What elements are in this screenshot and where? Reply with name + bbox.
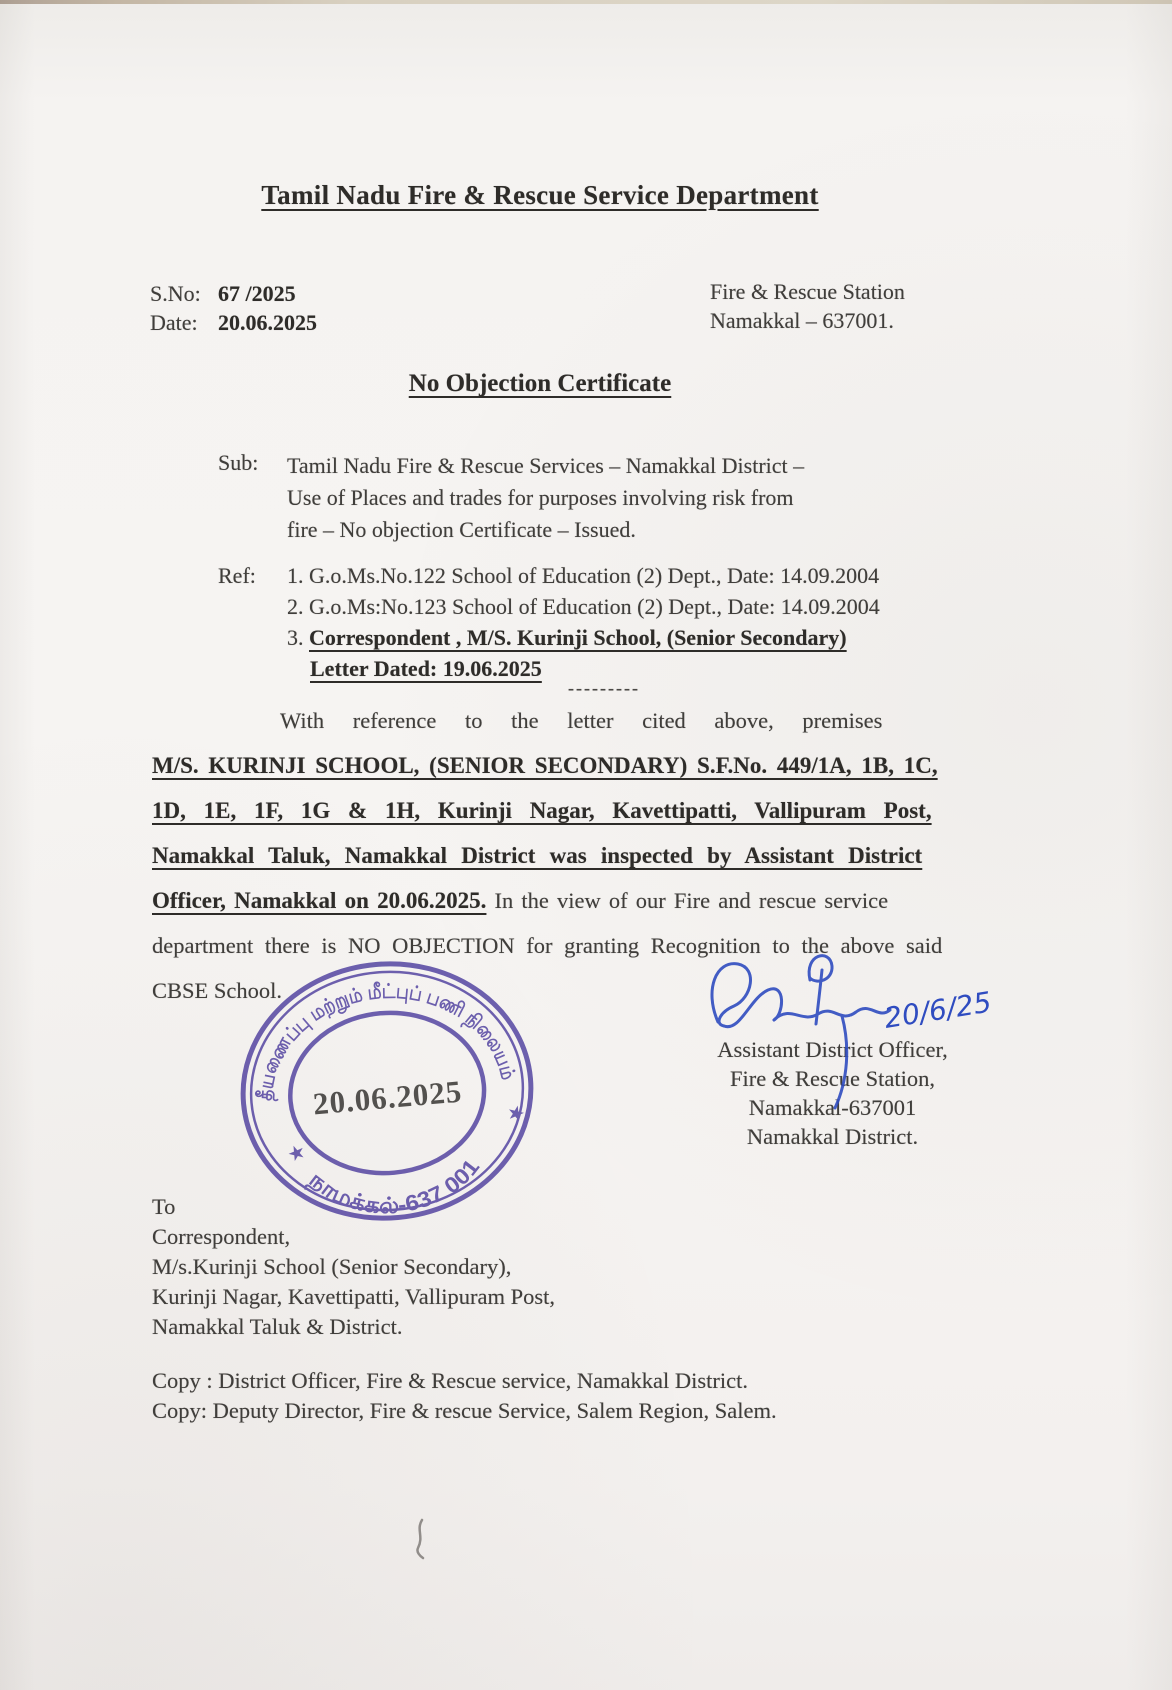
subject-text [287, 450, 804, 546]
stamp-star-right-icon: ★ [504, 1101, 528, 1127]
recipient-line: M/s.Kurinji School (Senior Secondary), [152, 1254, 512, 1279]
reference-item-3-text: Correspondent , M/S. Kurinji School, (Senior Secondary) [309, 625, 847, 650]
copy-line-2: Copy: Deputy Director, Fire & rescue Service, Salem Region, Salem. [152, 1398, 777, 1423]
signature [690, 940, 1000, 1115]
letter-date-label: Date: [150, 310, 198, 335]
stamp-arc-bottom-text: நாமக்கல்-637 001 [304, 1155, 484, 1219]
station-name: Fire & Rescue Station [710, 279, 905, 304]
paper-top-edge [0, 0, 1172, 4]
subject-line: Use of Places and trades for purposes involving risk from [287, 485, 794, 510]
signature-scribble [690, 940, 1000, 1115]
signatory-pincode: Namakkal-637001 [748, 1095, 917, 1120]
body-line-7: CBSE School. [152, 978, 283, 1003]
copy-line-1: Copy : District Officer, Fire & Rescue service, Namakkal District. [152, 1368, 749, 1393]
recipient-line: Kurinji Nagar, Kavettipatti, Vallipuram Post, [152, 1284, 555, 1309]
reference-item-1: 1. G.o.Ms.No.122 School of Education (2) Dept., Date: 14.09.2004 [287, 563, 880, 588]
station-pincode: Namakkal – 637001. [710, 308, 894, 333]
reference-label: Ref: [218, 563, 256, 588]
serial-number-label: S.No: [150, 281, 201, 306]
subject-line: Tamil Nadu Fire & Rescue Services – Namakkal District – [287, 453, 805, 478]
stray-ink-mark [408, 1518, 434, 1560]
body-line-6: department there is NO OBJECTION for granting Recognition to the above said [152, 933, 943, 958]
signatory-station: Fire & Rescue Station, [730, 1066, 935, 1091]
subject-line: fire – No objection Certificate – Issued. [287, 517, 636, 542]
body-line-3: 1D, 1E, 1F, 1G & 1H, Kurinji Nagar, Kavettipatti, Vallipuram Post, [152, 798, 932, 823]
body-line-5 [152, 888, 935, 933]
reference-item-2: 2. G.o.Ms:No.123 School of Education (2) Dept., Date: 14.09.2004 [287, 594, 880, 619]
letter-date-value: 20.06.2025 [218, 310, 317, 335]
serial-number-row [150, 281, 296, 307]
reference-item-3-number: 3. [287, 625, 309, 650]
subject-label: Sub: [218, 450, 259, 475]
to-label: To [152, 1194, 176, 1219]
department-title: Tamil Nadu Fire & Rescue Service Department [261, 180, 819, 210]
body-line-2: M/S. KURINJI SCHOOL, (SENIOR SECONDARY) S.F.No. 449/1A, 1B, 1C, [152, 753, 938, 778]
certificate-heading: No Objection Certificate [408, 370, 672, 397]
stamp-arc-top-text: தீயணைப்பு மற்றும் மீட்புப் பணி நிலையம் [254, 980, 520, 1102]
recipient-block [152, 1192, 555, 1342]
signature-date: 20/6/25 [881, 985, 994, 1035]
body-line-1: With reference to the letter cited above, premises [280, 708, 883, 733]
letter-date-row [150, 310, 317, 336]
signatory-district: Namakkal District. [746, 1124, 919, 1149]
stamp-center-date: 20.06.2025 [311, 1073, 464, 1122]
body-line-5-rest: In the view of our Fire and rescue service [486, 888, 889, 913]
body-line-5-bold: Officer, Namakkal on 20.06.2025. [152, 888, 487, 913]
body-line-4: Namakkal Taluk, Namakkal District was inspected by Assistant District [152, 843, 923, 868]
station-address [710, 277, 905, 335]
separator-dashes: --------- [568, 678, 640, 698]
stamp-star-left-icon: ★ [284, 1139, 310, 1168]
signatory-designation: Assistant District Officer, [717, 1037, 948, 1062]
recipient-line: Namakkal Taluk & District. [152, 1314, 403, 1339]
recipient-line: Correspondent, [152, 1224, 291, 1249]
serial-number-value: 67 /2025 [218, 281, 296, 306]
reference-item-3 [287, 625, 847, 651]
reference-item-3-letter-date: Letter Dated: 19.06.2025 [310, 656, 542, 681]
